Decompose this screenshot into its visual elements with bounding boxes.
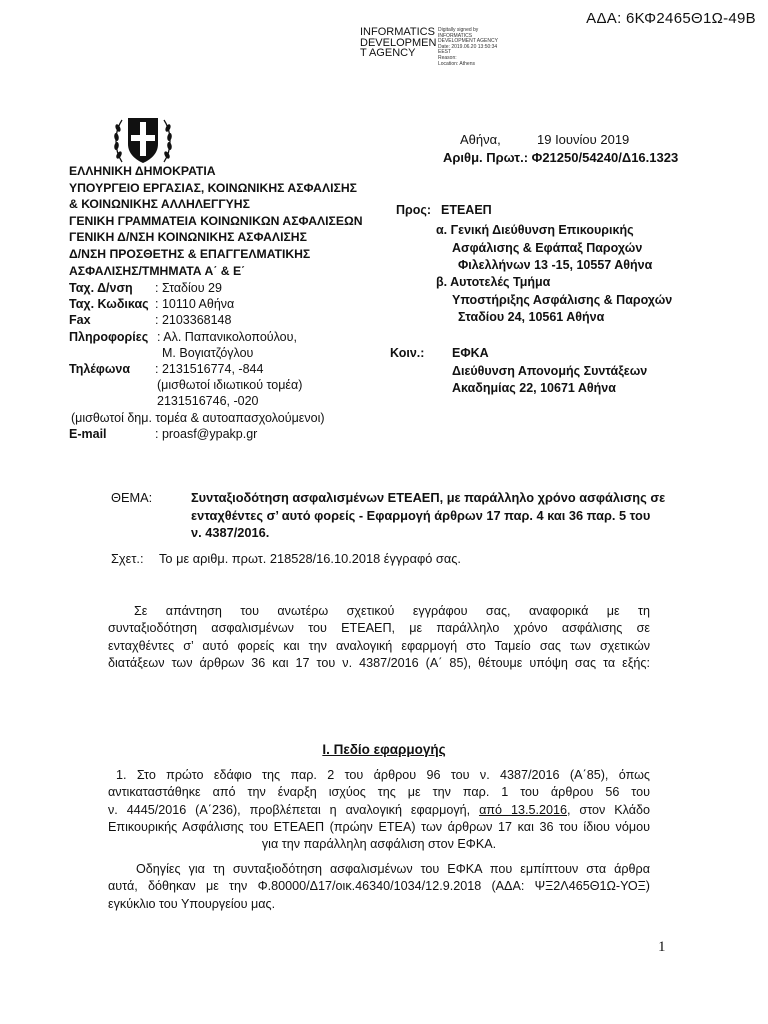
ada-code: ΑΔΑ: 6ΚΦ2465Θ1Ω-49Β	[586, 10, 756, 27]
to-a-line3: Φιλελλήνων 13 -15, 10557 Αθήνα	[458, 258, 653, 272]
to-a-line2: Ασφάλισης & Εφάπαξ Παροχών	[452, 241, 643, 255]
paragraph-scope-2	[108, 861, 650, 913]
header-line: & ΚΟΙΝΩΝΙΚΗΣ ΑΛΛΗΛΕΓΓΥΗΣ	[69, 197, 250, 212]
fax-value: : 2103368148	[155, 313, 232, 328]
intro-paragraph	[108, 603, 650, 672]
subject-line: ν. 4387/2016.	[191, 525, 270, 540]
signature-detail-line: Date: 2019.06.20 13:50:34	[438, 43, 498, 50]
header-line: ΥΠΟΥΡΓΕΙΟ ΕΡΓΑΣΙΑΣ, ΚΟΙΝΩΝΙΚΗΣ ΑΣΦΑΛΙΣΗΣ	[69, 180, 357, 195]
paragraph-line: Σε απάντηση του ανωτέρω σχετικού εγγράφου σας, αναφορικά με τη	[134, 604, 650, 618]
date-value: 19 Ιουνίου 2019	[537, 132, 630, 147]
phone-label: Τηλέφωνα	[69, 361, 131, 376]
signature-detail-line: Location: Athens	[438, 60, 475, 67]
reference-text: Το με αριθμ. πρωτ. 218528/16.10.2018 έγγραφό σας.	[159, 551, 461, 566]
cc-name: ΕΦΚΑ	[452, 346, 489, 360]
to-b-line3: Σταδίου 24, 10561 Αθήνα	[458, 310, 605, 324]
to-b-line1: β. Αυτοτελές Τμήμα	[436, 275, 551, 289]
section-title-text: Ι. Πεδίο εφαρμογής	[322, 742, 446, 757]
paragraph-line: για την παράλληλη ασφάλιση στον ΕΦΚΑ.	[261, 837, 497, 852]
signature-details	[438, 28, 498, 67]
paragraph-line: ενταχθέντες σ’ αυτό φορείς και την αναλογική εφαρμογή στο Ταμείο σας των σχετικών	[108, 638, 650, 653]
cc-line2: Ακαδημίας 22, 10671 Αθήνα	[452, 381, 616, 395]
protocol-number: Αριθμ. Πρωτ.: Φ21250/54240/Δ16.1323	[443, 150, 679, 165]
greek-coat-of-arms-icon	[112, 112, 174, 170]
header-line: Δ/ΝΣΗ ΠΡΟΣΘΕΤΗΣ & ΕΠΑΓΓΕΛΜΑΤΙΚΗΣ	[69, 246, 311, 261]
paragraph-line: Οδηγίες για τη συνταξιοδότηση ασφαλισμένων του ΕΦΚΑ που εμπίπτουν στα άρθρα	[136, 862, 650, 876]
paragraph-line: διατάξεων των άρθρων 36 και 17 του ν. 4387/2016 (Α΄ 85), θέτουμε υπόψη σας τα εξής:	[108, 655, 650, 670]
header-line: ΓΕΝΙΚΗ Δ/ΝΣΗ ΚΟΙΝΩΝΙΚΗΣ ΑΣΦΑΛΙΣΗΣ	[69, 230, 307, 245]
info-value: : Αλ. Παπανικολοπούλου,	[157, 329, 297, 344]
header-line: ΓΕΝΙΚΗ ΓΡΑΜΜΑΤΕΙΑ ΚΟΙΝΩΝΙΚΩΝ ΑΣΦΑΛΙΣΕΩΝ	[69, 213, 363, 228]
address-value: : Σταδίου 29	[155, 281, 222, 295]
signature-detail-line: Digitally signed by	[438, 27, 479, 33]
date-place: Αθήνα,	[460, 132, 501, 147]
postal-code-label: Ταχ. Κωδικας	[69, 297, 149, 312]
section-title	[0, 742, 768, 757]
postal-code-value: : 10110 Αθήνα	[155, 297, 235, 312]
reference-label: Σχετ.:	[111, 551, 144, 566]
subject-line: Συνταξιοδότηση ασφαλισμένων ΕΤΕΑΕΠ, με παράλληλο χρόνο ασφάλισης σε	[191, 490, 666, 505]
paragraph-line: Επικουρικής Ασφάλισης του ΕΤΕΑΕΠ (πρώην ΕΤΕΑ) των άρθρων 17 και 36 του ίδιου νόμου	[108, 819, 650, 834]
header-line: ΑΣΦΑΛΙΣΗΣ/ΤΜΗΜΑΤΑ Α΄ & Ε΄	[69, 263, 246, 278]
signature-org-line: DEVELOPMEN	[360, 36, 437, 49]
signature-detail-line: INFORMATICS	[438, 32, 473, 39]
cc-label: Κοιν.:	[390, 346, 425, 360]
info-label: Πληροφορίες	[69, 329, 149, 344]
to-a-line1: α. Γενική Διεύθυνση Επικουρικής	[436, 223, 634, 237]
paragraph-line-part: , στον Κλάδο	[567, 802, 651, 817]
fax-label: Fax	[69, 313, 91, 328]
paragraph-line: εγκύκλιο του Υπουργείου μας.	[108, 896, 276, 911]
paragraph-scope-1	[108, 767, 650, 853]
paragraph-line: αυτά, δόθηκαν με την Φ.80000/Δ17/οικ.46340/1034/12.9.2018 (ΑΔΑ: ΨΞ2Λ465Θ1Ω-ΥΟΞ)	[108, 879, 650, 894]
paragraph-line: συνταξιοδότηση ασφαλισμένων του ΕΤΕΑΕΠ, με παράλληλο χρόνο ασφάλισης σε	[108, 621, 650, 636]
address-label: Ταχ. Δ/νση	[69, 281, 133, 295]
signature-org-line: INFORMATICS	[360, 26, 435, 38]
signature-organization	[360, 27, 436, 59]
paragraph-line: 1. Στο πρώτο εδάφιο της παρ. 2 του άρθρου 96 του ν. 4387/2016 (Α΄85), όπως	[116, 768, 650, 782]
signature-detail-line: EEST	[438, 49, 452, 56]
subject-line: ενταχθέντες σ’ αυτό φορείς - Εφαρμογή άρθρων 17 παρ. 4 και 36 παρ. 5 του	[191, 507, 651, 523]
phone-value-second: 2131516746, -020	[157, 394, 259, 409]
to-b-line2: Υποστήριξης Ασφάλισης & Παροχών	[452, 293, 673, 307]
cc-line1: Διεύθυνση Απονομής Συντάξεων	[452, 364, 648, 378]
paragraph-line-part: ν. 4445/2016 (Α΄236), προβλέπεται η αναλογική εφαρμογή,	[108, 802, 480, 817]
phone-note-private: (μισθωτοί ιδιωτικού τομέα)	[157, 378, 303, 393]
subject-label: ΘΕΜΑ:	[111, 490, 153, 505]
subject-block	[111, 489, 721, 542]
signature-detail-line: DEVELOPMENT AGENCY	[438, 38, 498, 45]
header-line: ΕΛΛΗΝΙΚΗ ΔΗΜΟΚΡΑΤΙΑ	[69, 164, 216, 178]
email-label: E-mail	[69, 426, 107, 441]
info-value-second: Μ. Βογιατζόγλου	[162, 345, 254, 360]
issuer-header	[69, 163, 363, 279]
document-date	[460, 132, 629, 147]
page-number: 1	[658, 939, 666, 955]
phone-note-public: (μισθωτοί δημ. τομέα & αυτοαπασχολούμενοι)	[71, 410, 325, 425]
phone-value: : 2131516774, -844	[155, 361, 264, 376]
paragraph-line	[108, 802, 650, 819]
to-name: ΕΤΕΑΕΠ	[441, 203, 492, 217]
paragraph-line: αντικαταστάθηκε από την έναρξη ισχύος της με την παρ. 1 του άρθρου 56 του	[108, 785, 650, 800]
reference-line	[111, 551, 461, 566]
to-label: Προς:	[396, 203, 432, 217]
underlined-date: από 13.5.2016	[479, 802, 567, 817]
signature-org-line: T AGENCY	[360, 47, 416, 59]
email-value: : proasf@ypakp.gr	[155, 426, 258, 441]
signature-detail-line: Reason:	[438, 54, 457, 61]
